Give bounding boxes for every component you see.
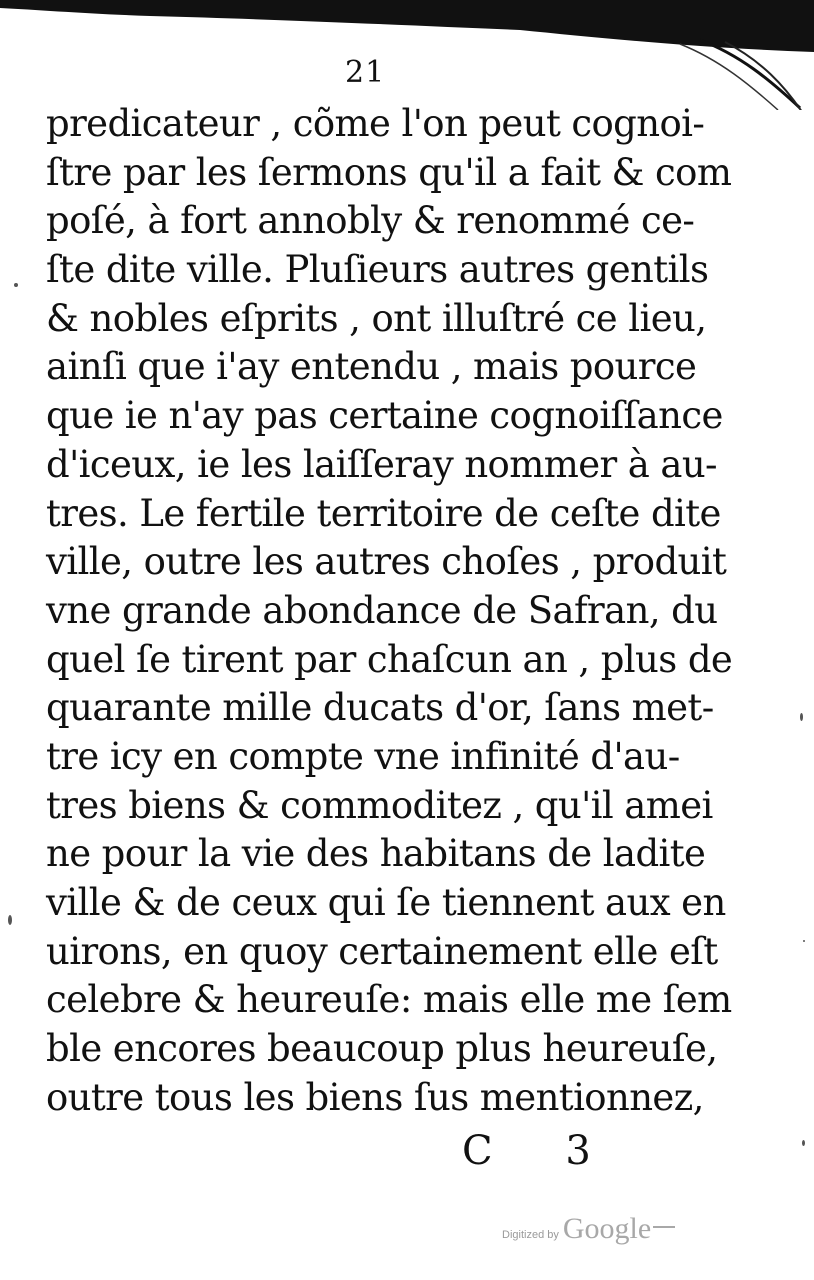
- dark-page-edge: [0, 0, 814, 52]
- signature-mark: C 3: [462, 1128, 621, 1174]
- text-line: tres. Le fertile territoire de ceſte dite: [46, 491, 721, 535]
- text-line: celebre & heureuſe: mais elle me ſem: [46, 978, 732, 1022]
- text-line: uirons, en quoy certainement elle eſt: [46, 929, 718, 973]
- scan-speck: [802, 1140, 805, 1146]
- text-line: tre icy en compte vne infinité d'au-: [46, 734, 680, 778]
- text-line: outre tous les biens ſus mentionnez,: [46, 1075, 704, 1119]
- text-line: ville & de ceux qui ſe tiennent aux en: [46, 881, 726, 924]
- text-line: que ie n'ay pas certaine cognoiſſance: [46, 394, 723, 438]
- body-text: [46, 100, 733, 1122]
- text-line: ville, outre les autres choſes , produit: [46, 540, 727, 584]
- text-line: d'iceux, ie les laiſſeray nommer à au-: [46, 442, 717, 486]
- watermark-dash: [653, 1226, 675, 1228]
- scanned-page-top-edge: [0, 0, 814, 110]
- text-line: quarante mille ducats d'or, ſans met-: [46, 686, 714, 730]
- scan-speck: [14, 283, 18, 287]
- text-line: poſé, à fort annobly & renommé ce-: [46, 199, 695, 243]
- scan-speck: [803, 940, 805, 942]
- text-line: ſtre par les ſermons qu'il a fait & com: [46, 150, 732, 194]
- text-line: ſte dite ville. Pluſieurs autres gentils: [46, 248, 709, 292]
- digitization-watermark: [502, 1212, 675, 1246]
- scan-speck: [800, 713, 803, 721]
- page-number: 21: [345, 55, 386, 90]
- text-line: ne pour la vie des habitans de ladite: [46, 832, 706, 876]
- text-line: predicateur , cõme l'on peut cognoi-: [46, 102, 705, 145]
- text-line: & nobles eſprits , ont illuſtré ce lieu,: [46, 296, 707, 340]
- text-line: ble encores beaucoup plus heureuſe,: [46, 1027, 718, 1071]
- text-line: tres biens & commoditez , qu'il amei: [46, 783, 713, 827]
- watermark-prefix: Digitized by: [502, 1229, 559, 1241]
- scan-speck: [8, 915, 12, 925]
- text-line: vne grande abondance de Safran, du: [46, 588, 718, 632]
- watermark-brand: Google: [562, 1212, 652, 1245]
- text-line: ainſi que i'ay entendu , mais pource: [46, 345, 697, 389]
- text-line: quel ſe tirent par chaſcun an , plus de: [46, 637, 733, 681]
